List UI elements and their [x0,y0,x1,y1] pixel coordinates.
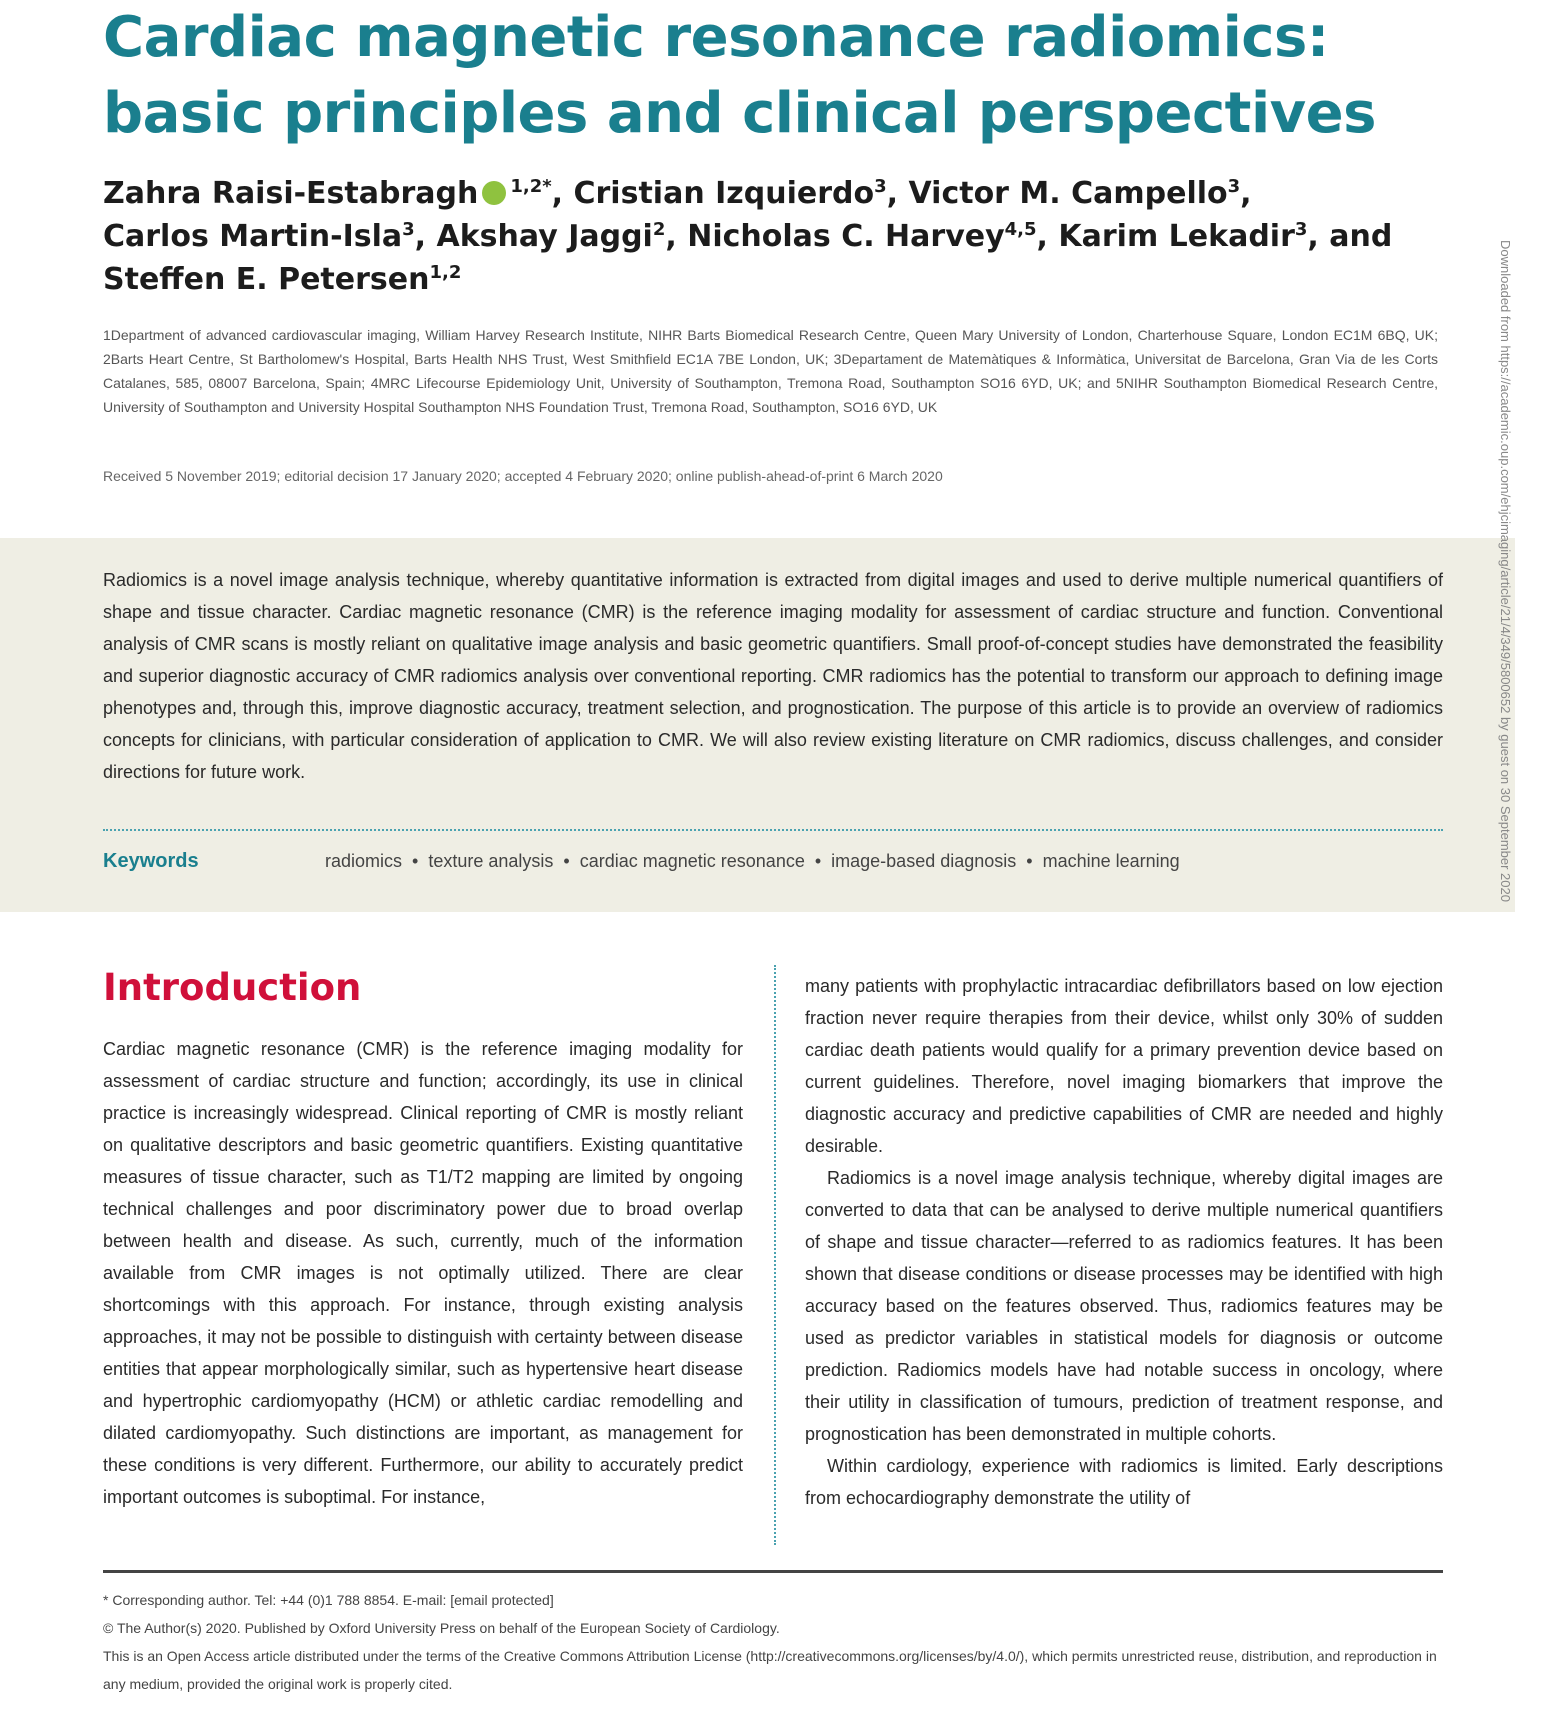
publication-dates: Received 5 November 2019; editorial decision 17 January 2020; accepted 4 February 2020; online publish-ahead-of-print 6 March 2020 [103,468,943,484]
column-divider [774,965,776,1545]
copyright-note: © The Author(s) 2020. Published by Oxford University Press on behalf of the European Society of Cardiology. [103,1620,780,1636]
author-name: Nicholas C. Harvey [687,219,1005,254]
author-name: Akshay Jaggi [436,219,653,254]
author-name: Karim Lekadir [1058,219,1295,254]
keyword: machine learning [1042,851,1180,871]
intro-left-column: Cardiac magnetic resonance (CMR) is the reference imaging modality for assessment of cardiac structure and function; accordingly, its use in clinical practice is increasingly widespread. Clinical reporting of CMR is mostly reliant on qualitative descriptors and basic geometric quantifiers. Existing quantitative measures of tissue character, such as T1/T2 mapping are limited by ongoing technical challenges and poor discriminatory power due to broad overlap between health and disease. As such, currently, much of the information available from CMR images is not optimally utilized. There are clear shortcomings with this approach. For instance, through existing analysis approaches, it may not be possible to distinguish with certainty between disease entities that appear morphologically similar, such as hypertensive heart disease and hypertrophic cardiomyopathy (HCM) or athletic cardiac remodelling and dilated cardiomyopathy. Such distinctions are important, as management for these conditions is very different. Furthermore, our ability to accurately predict important outcomes is suboptimal. For instance, [103,1039,743,1507]
keyword: image-based diagnosis [831,851,1017,871]
section-heading-introduction: Introduction [103,966,362,1009]
license-note: This is an Open Access article distributed under the terms of the Creative Commons Attribution License (http://creativecommons.org/licenses/by/4.0/), which permits unrestricted reuse, distribution, and reproduction in any medium, provided the original work is properly cited. [103,1648,1437,1692]
keywords-list [325,851,1425,872]
bullet-icon: • [412,851,419,871]
affiliation-marker: 3 [402,219,415,240]
bullet-icon: • [563,851,570,871]
footnotes [103,1586,1443,1698]
download-sidebar [1495,240,1515,1320]
paragraph: Radiomics is a novel image analysis technique, whereby digital images are converted to data that can be analysed to derive multiple numerical quantifiers of shape and tissue character—referred to as radiomics features. It has been shown that disease conditions or disease processes may be identified with high accuracy based on the features observed. Thus, radiomics features may be used as predictor variables in statistical models for diagnosis or outcome prediction. Radiomics models have had notable success in oncology, where their utility in classification of tumours, prediction of treatment response, and prognostication has been demonstrated in multiple cohorts. [805,1168,1443,1444]
bullet-icon: • [1026,851,1033,871]
author-name: Steffen E. Petersen [103,262,430,297]
author-name: Carlos Martin-Isla [103,219,403,254]
affiliation-marker: 1,2 [429,262,462,283]
affiliation-marker: 3 [1294,219,1308,240]
affiliations: 1Department of advanced cardiovascular imaging, William Harvey Research Institute, NIHR Barts Biomedical Research Centre, Queen Mary University of London, Charterhouse Square, London EC1M 6BQ, UK; 2Barts Heart Centre, St Bartholomew's Hospital, Barts Health NHS Trust, West Smithfield EC1A 7BE London, UK; 3Departament de Matemàtiques & Informàtica, Universitat de Barcelona, Gran Via de les Corts Catalanes, 585, 08007 Barcelona, Spain; 4MRC Lifecourse Epidemiology Unit, University of Southampton, Tremona Road, Southampton SO16 6YD, UK; and 5NIHR Southampton Biomedical Research Centre, University of Southampton and University Hospital Southampton NHS Foundation Trust, Tremona Road, Southampton, SO16 6YD, UK [103,327,1438,415]
affiliation-marker: 2 [652,219,666,240]
affiliation-marker: 1,2* [510,176,552,197]
corresponding-author-note: * Corresponding author. Tel: +44 (0)1 788 8854. E-mail: [email protected] [103,1592,554,1608]
orcid-icon[interactable] [482,181,506,205]
affiliation-marker: 3 [1227,176,1241,197]
author-name: Zahra Raisi-Estabragh [103,176,479,211]
affiliation-marker: 4,5 [1004,219,1037,240]
keywords-divider [103,829,1443,831]
abstract-text: Radiomics is a novel image analysis technique, whereby quantitative information is extracted from digital images and used to derive multiple numerical quantifiers of shape and tissue character. Cardiac magnetic resonance (CMR) is the reference imaging modality for assessment of cardiac structure and function. Conventional analysis of CMR scans is mostly reliant on qualitative image analysis and basic geometric quantifiers. Small proof-of-concept studies have demonstrated the feasibility and superior diagnostic accuracy of CMR radiomics analysis over conventional reporting. CMR radiomics has the potential to transform our approach to defining image phenotypes and, through this, improve diagnostic accuracy, treatment selection, and prognostication. The purpose of this article is to provide an overview of radiomics concepts for clinicians, with particular consideration of application to CMR. We will also review existing literature on CMR radiomics, discuss challenges, and consider directions for future work. [103,570,1443,782]
bullet-icon: • [814,851,822,871]
paragraph: Within cardiology, experience with radiomics is limited. Early descriptions from echocardiography demonstrate the utility of [805,1456,1443,1508]
download-note: Downloaded from https://academic.oup.com/ehjcimaging/article/21/4/349/5800652 by guest on 30 September 2020 [1498,240,1513,902]
intro-right-column [805,970,1443,1514]
keywords-label: Keywords [103,850,199,872]
keyword: texture analysis [428,851,554,871]
article-title: Cardiac magnetic resonance radiomics: basic principles and clinical perspectives [103,5,1376,146]
keyword: cardiac magnetic resonance [579,851,805,871]
footnote-rule [103,1570,1443,1573]
author-name: Cristian Izquierdo [573,176,875,211]
author-list: Zahra Raisi-Estabragh $^{1,2*}$, Cristian Izquierdo$^3$, Victor M. Campello$^3$, Carlos Martin-Isla$^3$, Akshay Jaggi$^2$, Nicholas C. Harvey$^{4,5}$, Karim Lekadir$^3$, and Steffen E. Petersen$^{1,2}$ [103,176,1393,297]
author-name: Victor M. Campello [908,176,1228,211]
keyword: radiomics [325,851,403,871]
paragraph: many patients with prophylactic intracardiac defibrillators based on low ejection fraction never require therapies from their device, whilst only 30% of sudden cardiac death patients would qualify for a primary prevention device based on current guidelines. Therefore, novel imaging biomarkers that improve the diagnostic accuracy and predictive capabilities of CMR are needed and highly desirable. [805,976,1443,1156]
affiliation-marker: 3 [874,176,887,197]
